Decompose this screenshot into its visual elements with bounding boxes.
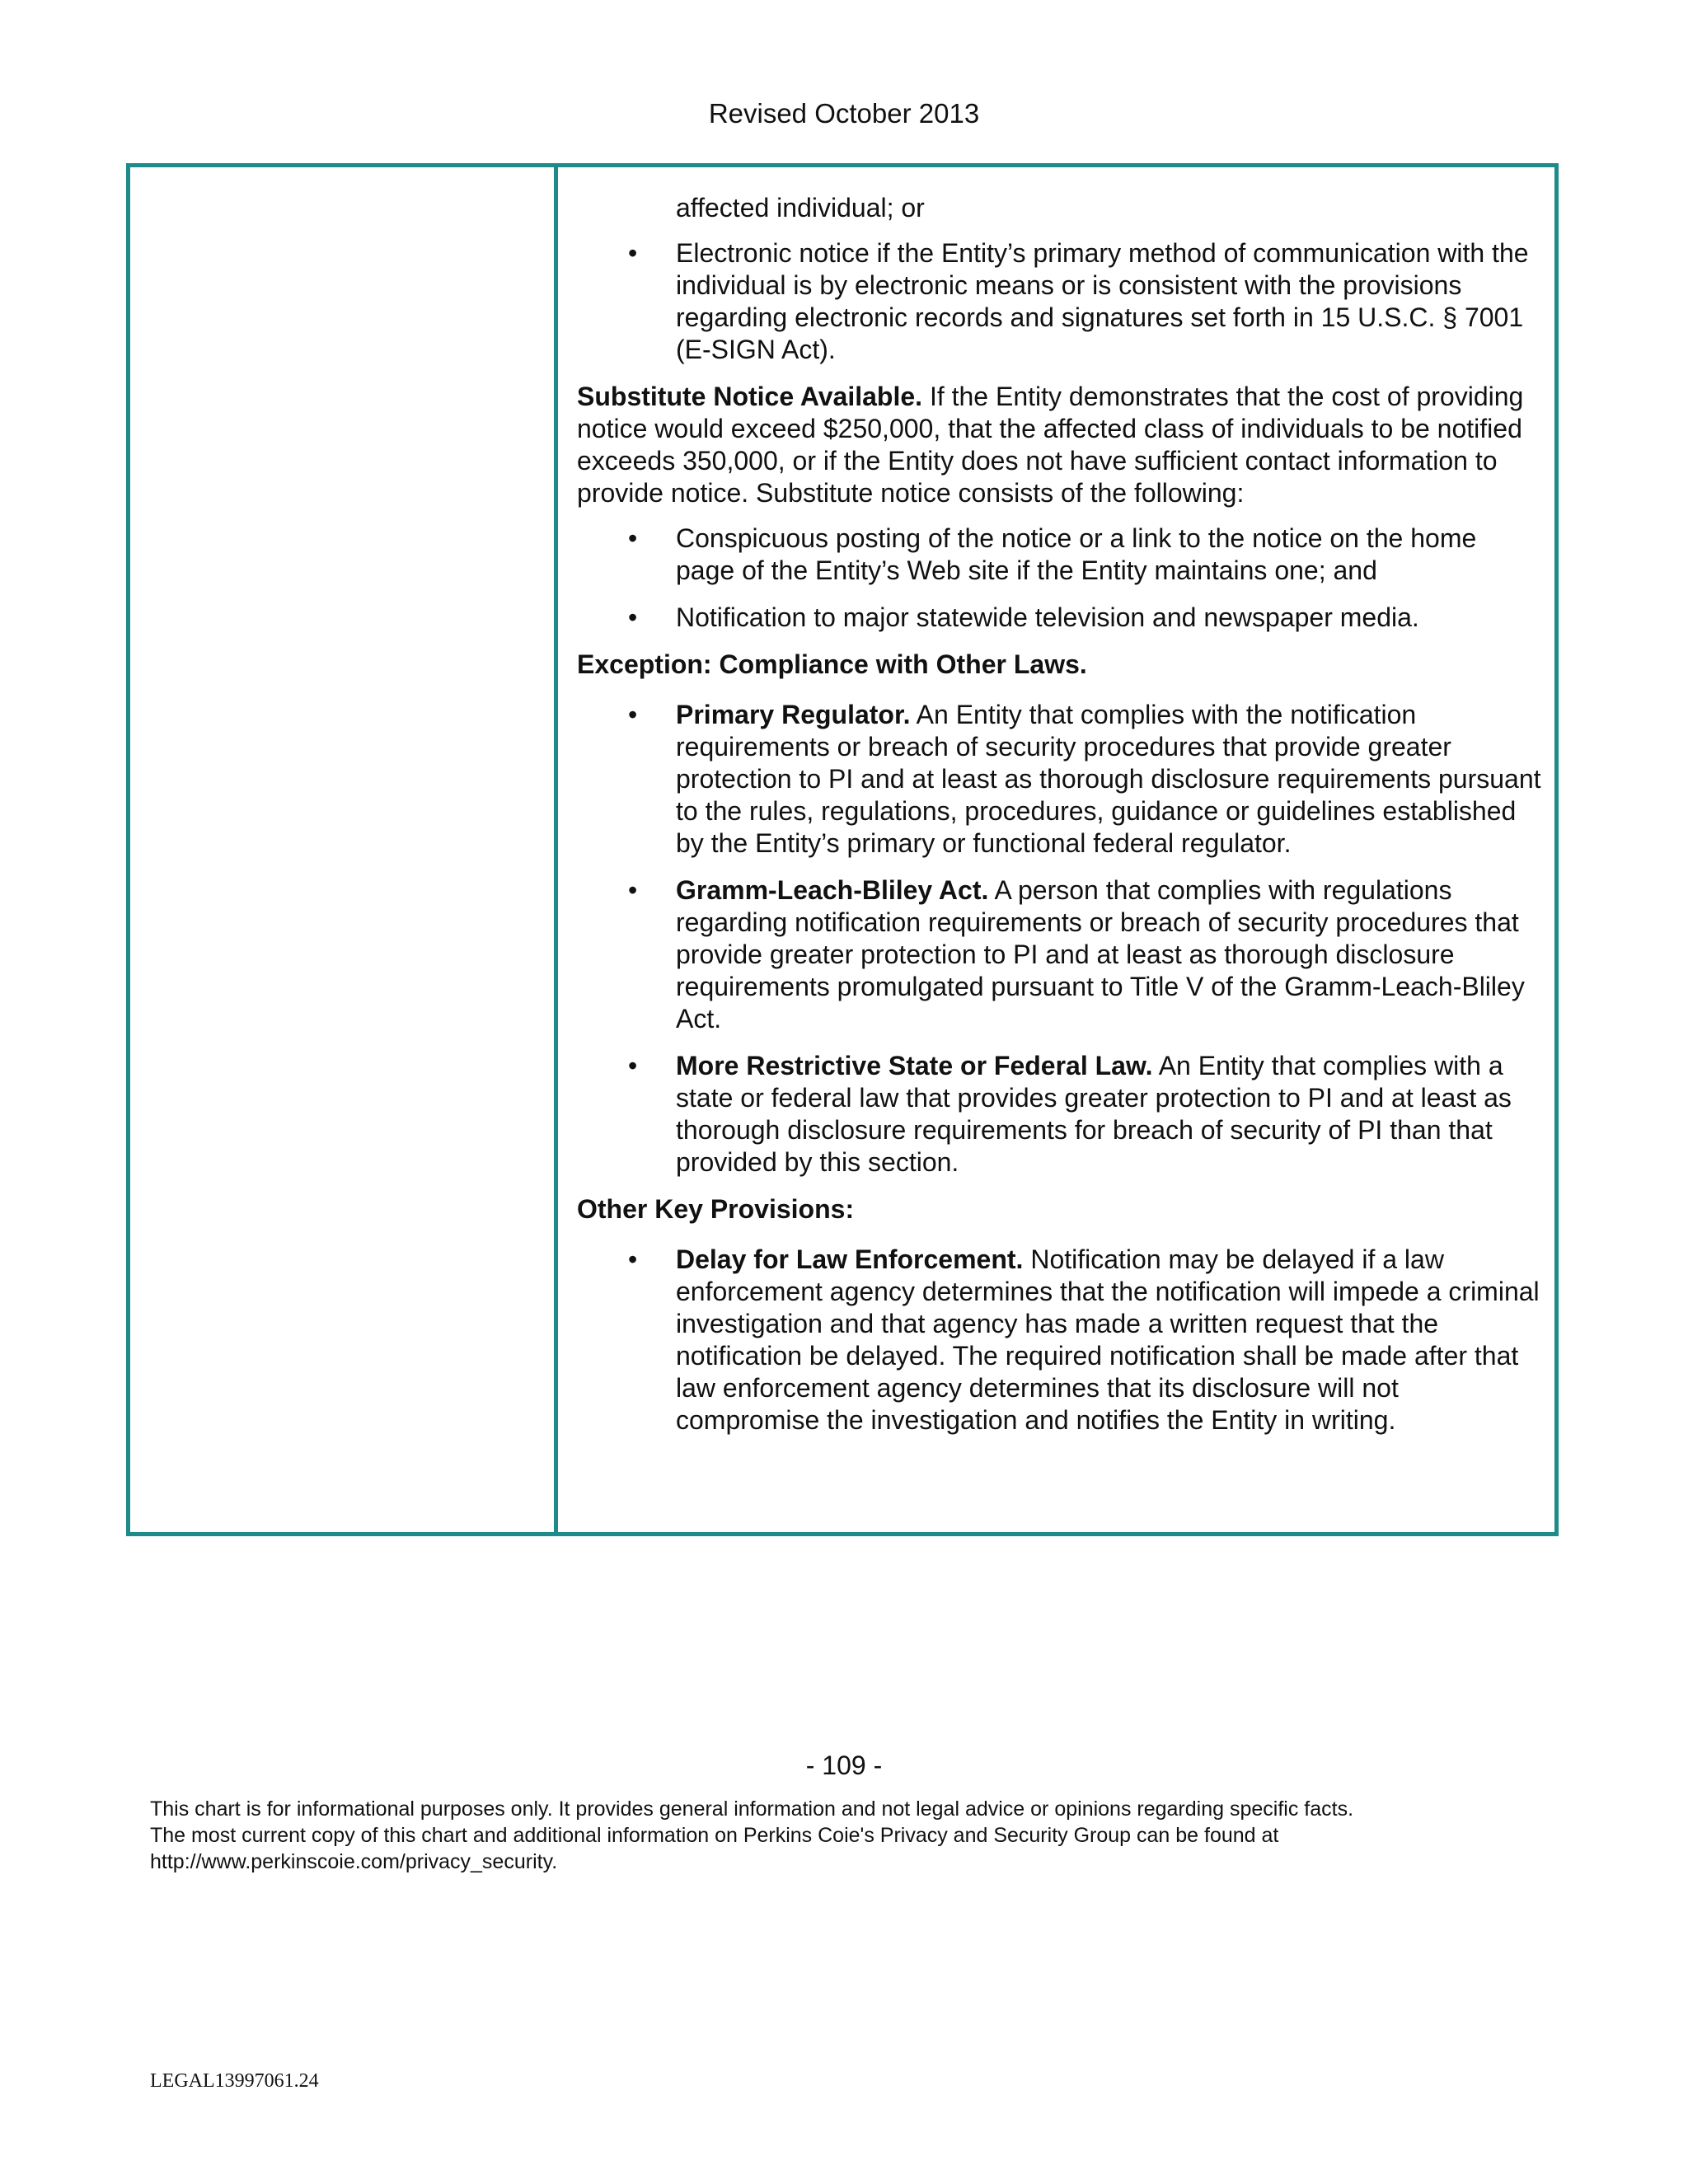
table-left-cell bbox=[130, 167, 554, 1532]
list-item-text: An Entity that complies with the notification requirements or breach of security procedures that provide greater protection to PI and at least as thorough disclosure requirements pursuant to the rules, regulations, procedures, guidance or guidelines established by the Entity’s primary or functional federal regulator. bbox=[676, 700, 1541, 858]
column-divider bbox=[554, 167, 558, 1532]
list-item-text: Electronic notice if the Entity’s primary method of communication with the individual is by electronic means or is consistent with the provisions regarding electronic records and signatures set forth in 15 U.S.C. § 7001 (E-SIGN Act). bbox=[676, 238, 1529, 364]
list-item bbox=[577, 699, 1541, 860]
list-item bbox=[577, 1244, 1541, 1436]
other-provisions-heading: Other Key Provisions: bbox=[577, 1194, 855, 1224]
bullet-icon: • bbox=[628, 1051, 638, 1080]
bullet-icon: • bbox=[628, 875, 638, 905]
list-item-label: Gramm-Leach-Bliley Act. bbox=[676, 875, 989, 905]
list-item bbox=[577, 602, 1541, 634]
bullet-icon: • bbox=[628, 700, 638, 729]
page-number: - 109 - bbox=[805, 1750, 883, 1780]
revised-date-header: Revised October 2013 bbox=[708, 98, 980, 129]
footer-disclaimer bbox=[150, 1796, 1551, 1875]
disclaimer-line: This chart is for informational purposes only. It provides general information and not legal advice or opinions regarding specific facts. bbox=[150, 1797, 1354, 1821]
list-item bbox=[577, 874, 1541, 1035]
disclaimer-line: The most current copy of this chart and additional information on Perkins Coie's Privacy and Security Group can be found at bbox=[150, 1824, 1279, 1847]
list-item-text: Notification to major statewide television and newspaper media. bbox=[676, 602, 1419, 632]
table-right-cell bbox=[577, 192, 1541, 1451]
substitute-notice-paragraph bbox=[577, 381, 1541, 509]
document-id: LEGAL13997061.24 bbox=[150, 2070, 319, 2092]
list-item bbox=[577, 237, 1541, 366]
list-item-text: Notification may be delayed if a law enforcement agency determines that the notification will impede a criminal investigation and that agency has made a written request that the notification be delayed. The required notification shall be made after that law enforcement agency determines that its disclosure will not compromise the investigation and notifies the Entity in writing. bbox=[676, 1244, 1540, 1435]
list-item-text: A person that complies with regulations regarding notification requirements or breach of security procedures that provide greater protection to PI and at least as thorough disclosure requirements promulgated pursuant to Title V of the Gramm-Leach-Bliley Act. bbox=[676, 875, 1525, 1033]
substitute-notice-label: Substitute Notice Available. bbox=[577, 382, 923, 411]
exception-heading: Exception: Compliance with Other Laws. bbox=[577, 649, 1087, 679]
list-item-label: Delay for Law Enforcement. bbox=[676, 1244, 1024, 1274]
law-summary-table bbox=[126, 163, 1559, 1536]
list-item-text: An Entity that complies with a state or federal law that provides greater protection to PI and at least as thorough disclosure requirements for breach of security of PI than that provided by this section. bbox=[676, 1051, 1512, 1177]
disclaimer-link[interactable]: http://www.perkinscoie.com/privacy_security. bbox=[150, 1850, 558, 1873]
substitute-notice-text: If the Entity demonstrates that the cost of providing notice would exceed $250,000, that the affected class of individuals to be notified exceeds 350,000, or if the Entity does not have sufficient contact information to provide notice. Substitute notice consists of the following: bbox=[577, 382, 1524, 508]
list-item bbox=[577, 523, 1541, 587]
bullet-icon: • bbox=[628, 523, 638, 553]
list-item bbox=[577, 1050, 1541, 1179]
list-item-label: Primary Regulator. bbox=[676, 700, 911, 729]
bullet-icon: • bbox=[628, 238, 638, 268]
list-item-label: More Restrictive State or Federal Law. bbox=[676, 1051, 1153, 1080]
list-item-text: Conspicuous posting of the notice or a link to the notice on the home page of the Entity’s Web site if the Entity maintains one; and bbox=[676, 523, 1477, 585]
continued-bullet-text: affected individual; or bbox=[676, 193, 925, 223]
bullet-icon: • bbox=[628, 1244, 638, 1274]
bullet-icon: • bbox=[628, 602, 638, 632]
